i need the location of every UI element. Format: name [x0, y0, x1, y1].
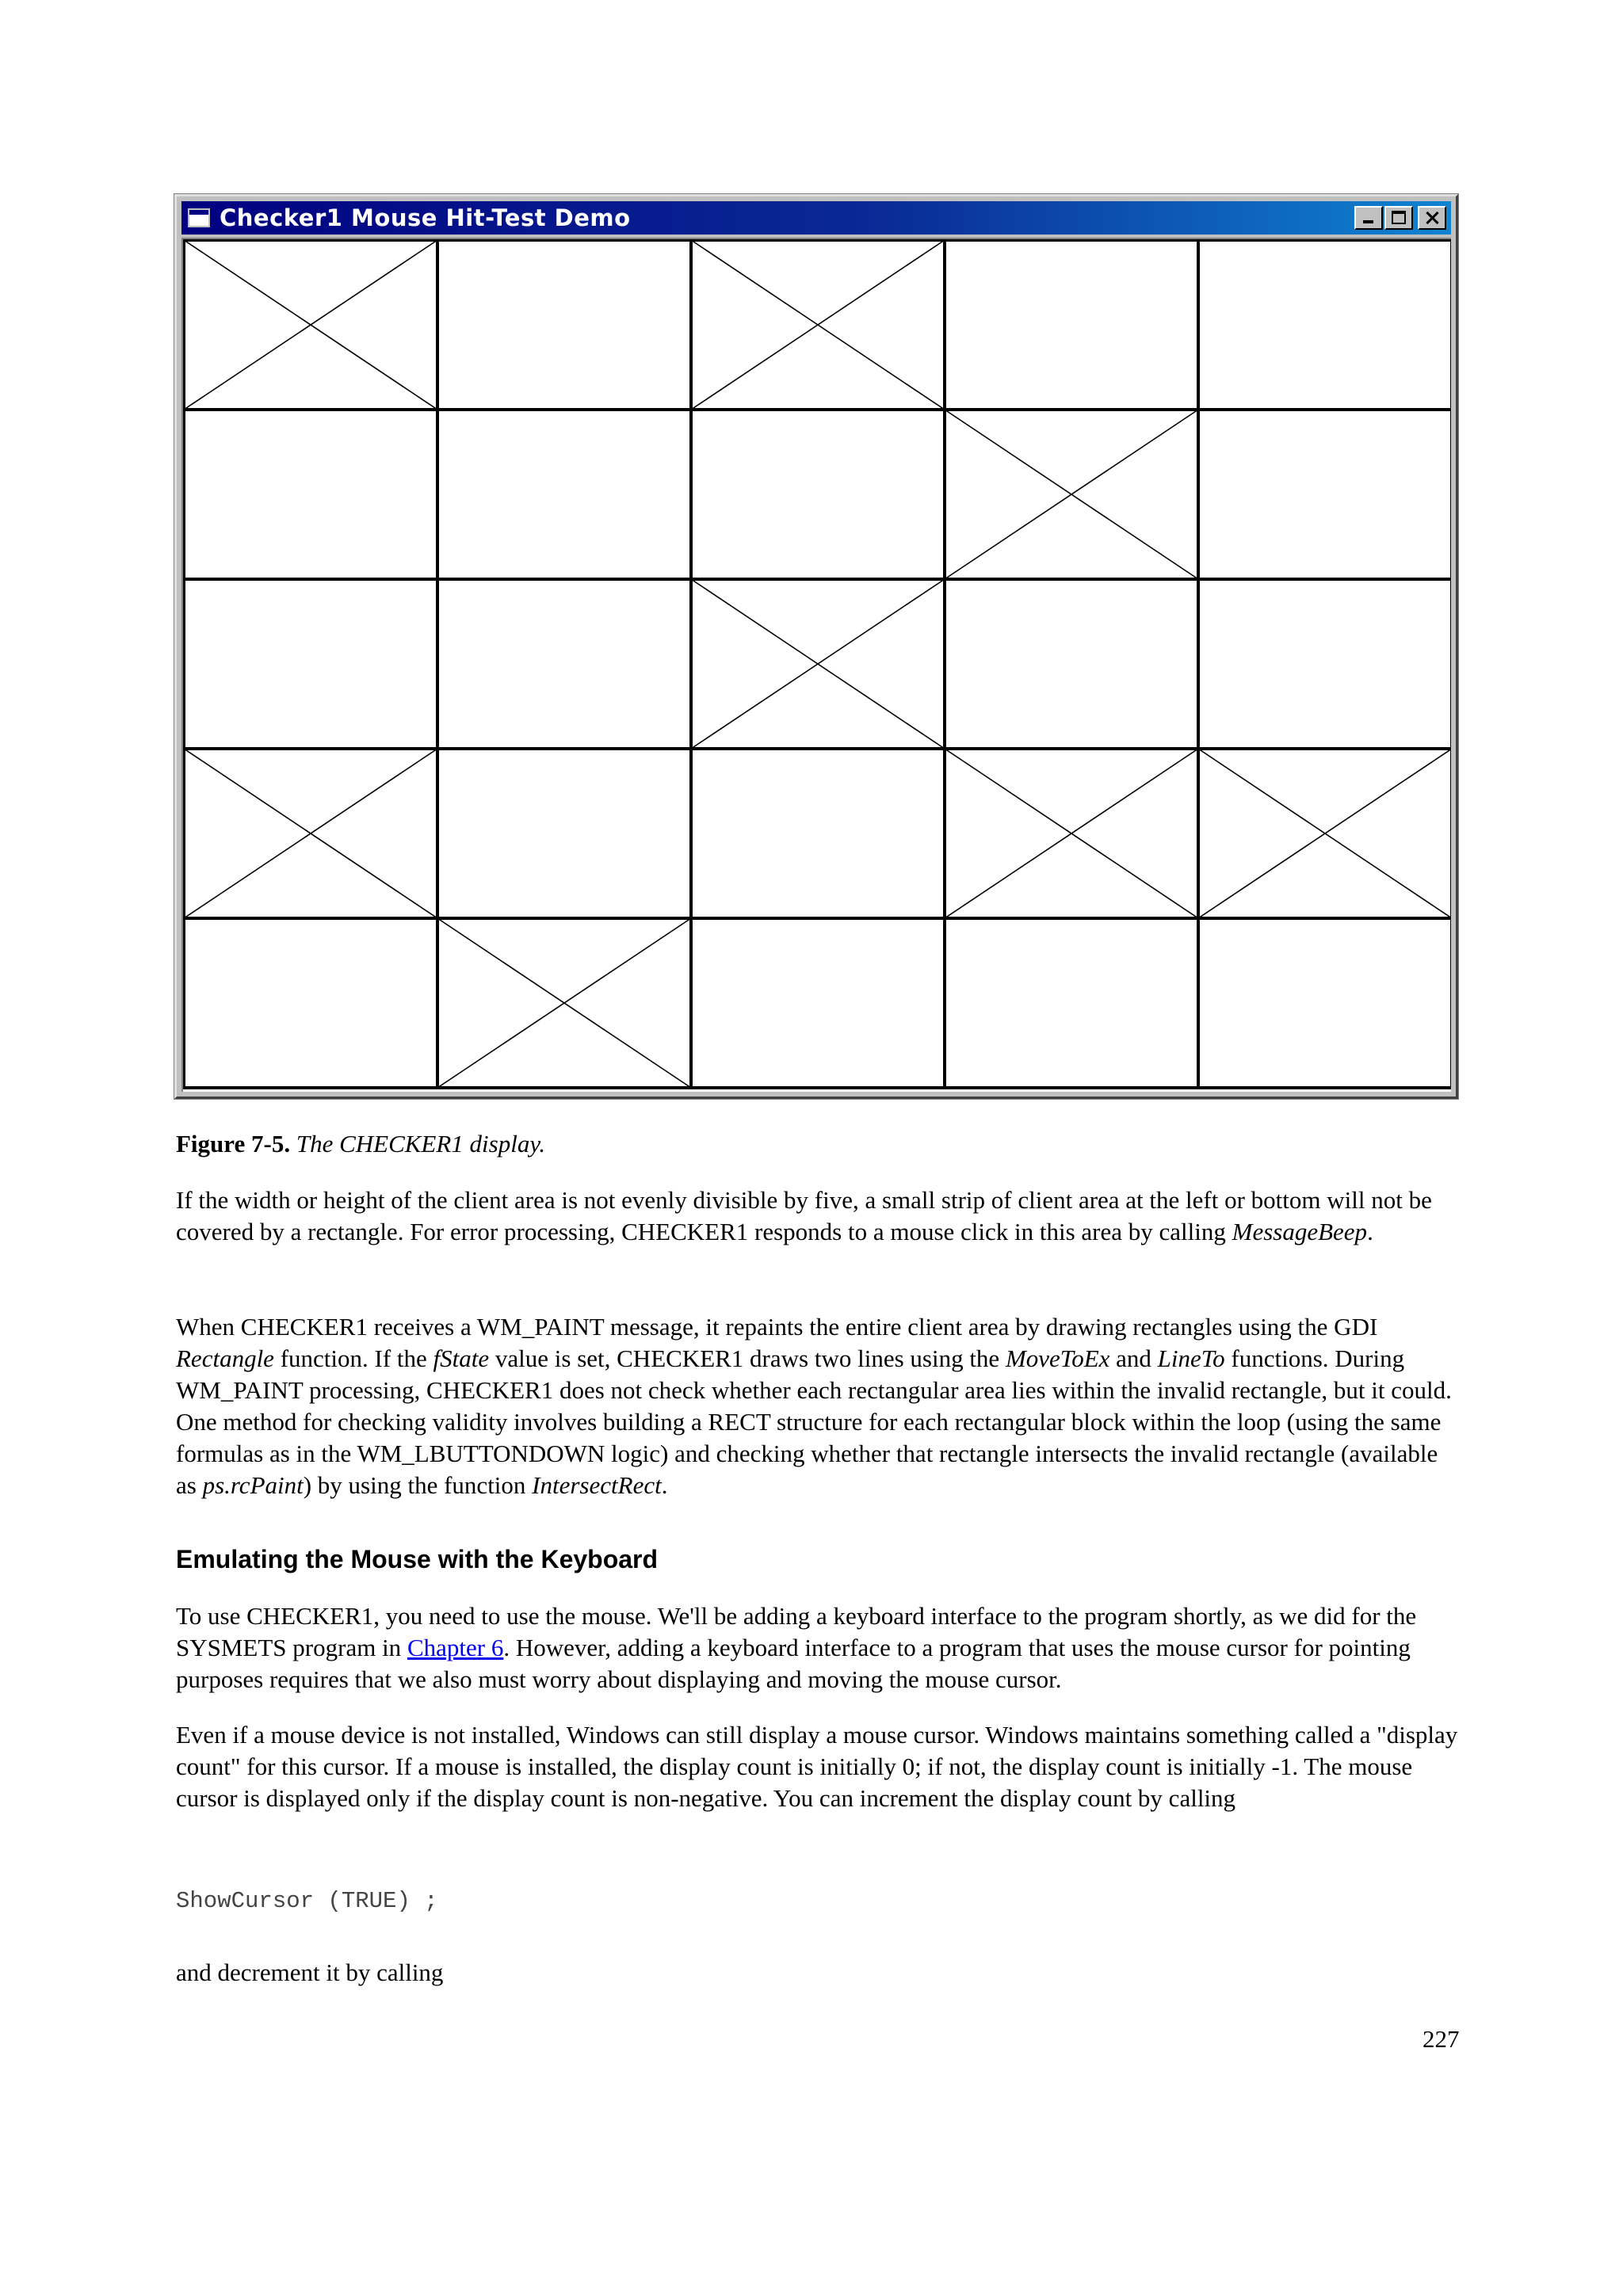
italic-text: ps.rcPaint [202, 1471, 304, 1499]
paragraph-2 [176, 1311, 1460, 1501]
grid-cell-r3-c5[interactable] [1198, 579, 1451, 749]
grid-cell-r2-c3[interactable] [691, 410, 945, 579]
code-sample: ShowCursor (TRUE) ; [176, 1888, 438, 1914]
grid-cell-r3-c2[interactable] [437, 579, 691, 749]
window-title: Checker1 Mouse Hit-Test Demo [220, 204, 631, 231]
page-number: 227 [1423, 2025, 1460, 2053]
chapter-6-link[interactable]: Chapter 6 [407, 1634, 504, 1661]
italic-text: IntersectRect [532, 1471, 662, 1499]
checker-grid[interactable] [183, 239, 1451, 1092]
text: . However, adding a keyboard interface to a program that uses the mouse cursor for pointing purposes requires that we also must worry about displaying and moving the mouse cursor. [176, 1634, 1411, 1693]
italic-text: fState [433, 1344, 490, 1372]
grid-cell-r2-c1[interactable] [184, 410, 437, 579]
grid-cell-r5-c1[interactable] [184, 918, 437, 1088]
title-bar-buttons [1353, 206, 1446, 230]
italic-text: MoveToEx [1005, 1344, 1110, 1372]
close-icon[interactable] [1418, 206, 1446, 230]
figure-caption [176, 1130, 545, 1158]
grid-cell-r5-c5[interactable] [1198, 918, 1451, 1088]
minimize-icon[interactable] [1354, 206, 1383, 230]
text: To use CHECKER1, you need to use the mouse. We'll be adding a keyboard interface to the program shortly, as we did for the SYSMETS program in [176, 1602, 1417, 1661]
system-menu-icon[interactable] [188, 208, 210, 227]
text: ) by using the function [303, 1471, 533, 1499]
grid-cell-r3-c4[interactable] [945, 579, 1198, 749]
text: functions. During WM_PAINT processing, CHECKER1 does not check whether each rectangular area lies within the invalid rectangle, but it could. One method for checking validity involves building a RECT structure for each rectangular block within the loop (using the same formulas as in the WM_LBUTTONDOWN logic) and checking whether that rectangle intersects the invalid rectangle (available as [176, 1344, 1452, 1499]
grid-cell-r5-c4[interactable] [945, 918, 1198, 1088]
paragraph-1 [176, 1184, 1460, 1248]
title-bar[interactable] [181, 201, 1451, 235]
figure-caption-text: The CHECKER1 display. [296, 1130, 546, 1158]
grid-cell-r4-c3[interactable] [691, 749, 945, 918]
text: function. If the [273, 1344, 433, 1372]
italic-text: MessageBeep [1232, 1218, 1368, 1245]
grid-cell-r2-c5[interactable] [1198, 410, 1451, 579]
figure-label: Figure 7-5. [176, 1130, 291, 1158]
section-heading: Emulating the Mouse with the Keyboard [176, 1545, 659, 1573]
italic-text: LineTo [1157, 1344, 1225, 1372]
text: . [1367, 1218, 1373, 1245]
italic-text: Rectangle [176, 1344, 274, 1372]
checker1-window [174, 194, 1458, 1099]
paragraph-4: Even if a mouse device is not installed, Windows can still display a mouse cursor. Windows maintains something called a "display count" for this cursor. If a mouse is installed, the display count is initially 0; if not, the display count is initially -1. The mouse cursor is displayed only if the display count is non-negative. You can increment the display count by calling [176, 1721, 1458, 1812]
grid-cell-r3-c1[interactable] [184, 579, 437, 749]
text: . [661, 1471, 668, 1499]
paragraph-3 [176, 1600, 1460, 1695]
grid-cell-r4-c2[interactable] [437, 749, 691, 918]
grid-cell-r5-c3[interactable] [691, 918, 945, 1088]
grid-cell-r1-c4[interactable] [945, 240, 1198, 410]
grid-cell-r1-c5[interactable] [1198, 240, 1451, 410]
text: and [1109, 1344, 1158, 1372]
grid-cell-r2-c2[interactable] [437, 410, 691, 579]
grid-cell-r1-c2[interactable] [437, 240, 691, 410]
client-area[interactable] [181, 238, 1451, 1092]
text: If the width or height of the client area is not evenly divisible by five, a small strip of client area at the left or bottom will not be covered by a rectangle. For error processing, CHECKER1 responds to a mouse click in this area by calling [176, 1186, 1432, 1245]
paragraph-5: and decrement it by calling [176, 1958, 444, 1986]
text: value is set, CHECKER1 draws two lines using the [489, 1344, 1006, 1372]
text: When CHECKER1 receives a WM_PAINT message, it repaints the entire client area by drawing rectangles using the GDI [176, 1313, 1378, 1341]
maximize-icon[interactable] [1384, 206, 1413, 230]
